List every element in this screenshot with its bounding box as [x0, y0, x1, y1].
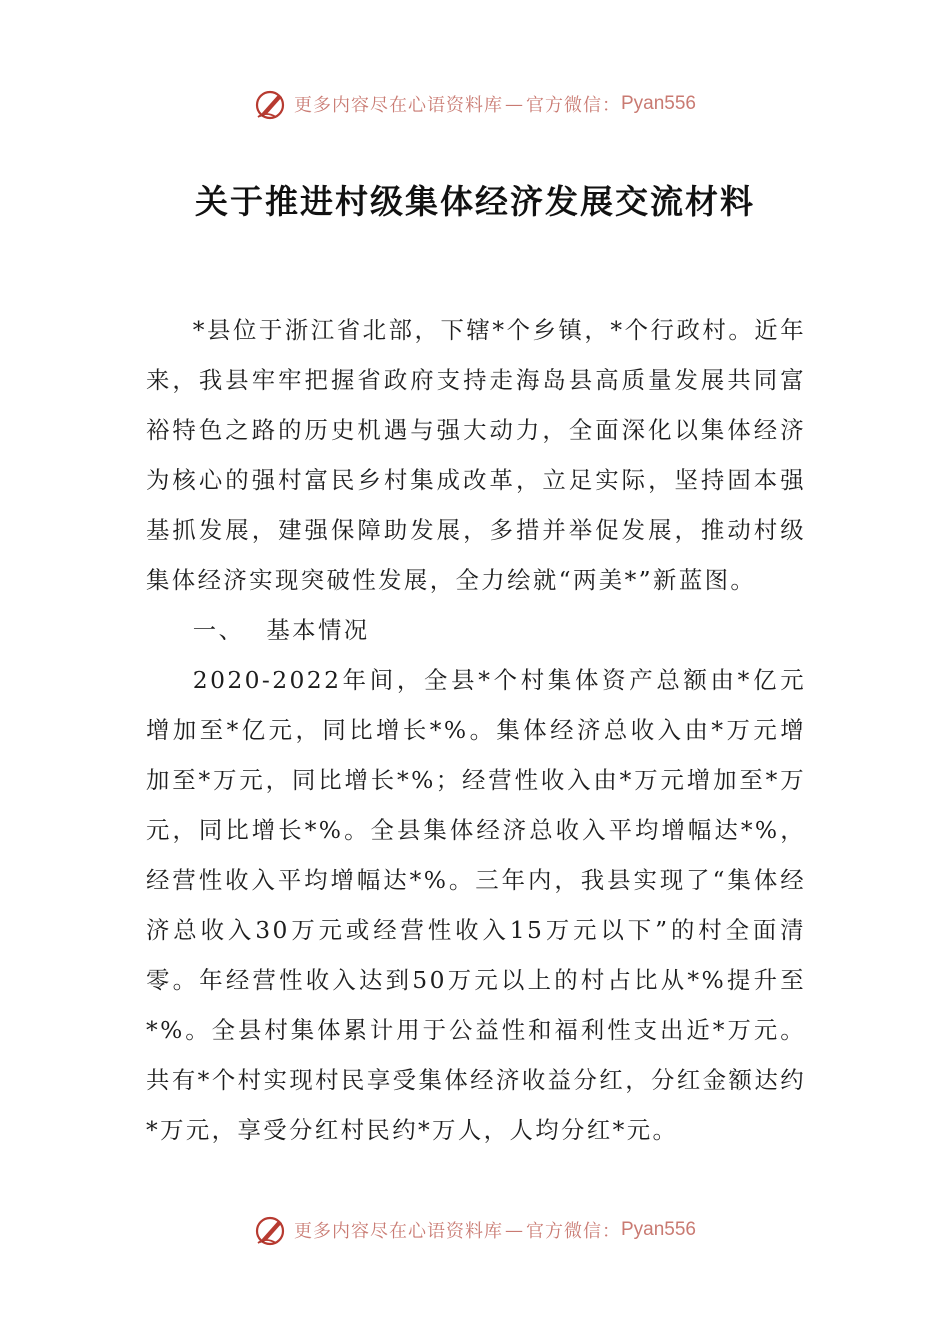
section-heading [146, 605, 806, 655]
watermark-wechat-id: Pyan556 [620, 1219, 696, 1240]
pen-logo-icon [254, 1213, 288, 1247]
watermark-wechat-label: 官方微信： [525, 95, 621, 116]
section-number: 一、 [192, 616, 245, 644]
watermark-dash: — [504, 93, 524, 115]
watermark-banner-top [0, 84, 950, 124]
intro-paragraph: *县位于浙江省北部，下辖*个乡镇，*个行政村。近年来，我县牢牢把握省政府支持走海岛县高质量发展共同富裕特色之路的历史机遇与强大动力，全面深化以集体经济为核心的强村富民乡村集成改革，立足实际，坚持固本强基抓发展，建强保障助发展，多措并举促发展，推动村级集体经济实现突破性发展，全力绘就“两美*”新蓝图。 [146, 316, 806, 594]
watermark-wechat-label: 官方微信： [525, 1221, 621, 1242]
section-paragraph: 2020-2022年间，全县*个村集体资产总额由*亿元增加至*亿元，同比增长*%。集体经济总收入由*万元增加至*万元，同比增长*%；经营性收入由*万元增加至*万元，同比增长*%。全县集体经济总收入平均增幅达*%，经营性收入平均增幅达*%。三年内，我县实现了“集体经济总收入30万元或经营性收入15万元以下”的村全面清零。年经营性收入达到50万元以上的村占比从*%提升至*%。全县村集体累计用于公益性和福利性支出近*万元。共有*个村实现村民享受集体经济收益分红，分红金额达约*万元，享受分红村民约*万人，人均分红*元。 [146, 666, 806, 1144]
watermark-dash: — [504, 1219, 524, 1241]
watermark-wechat-id: Pyan556 [620, 93, 696, 114]
section-title: 基本情况 [266, 616, 370, 644]
watermark-site-text: 更多内容尽在心语资料库 [293, 1221, 503, 1242]
watermark-banner-bottom [0, 1210, 950, 1250]
watermark-site-text: 更多内容尽在心语资料库 [293, 95, 503, 116]
document-title: 关于推进村级集体经济发展交流材料 [195, 182, 755, 221]
document-body [146, 305, 806, 1155]
pen-logo-icon [254, 87, 288, 121]
